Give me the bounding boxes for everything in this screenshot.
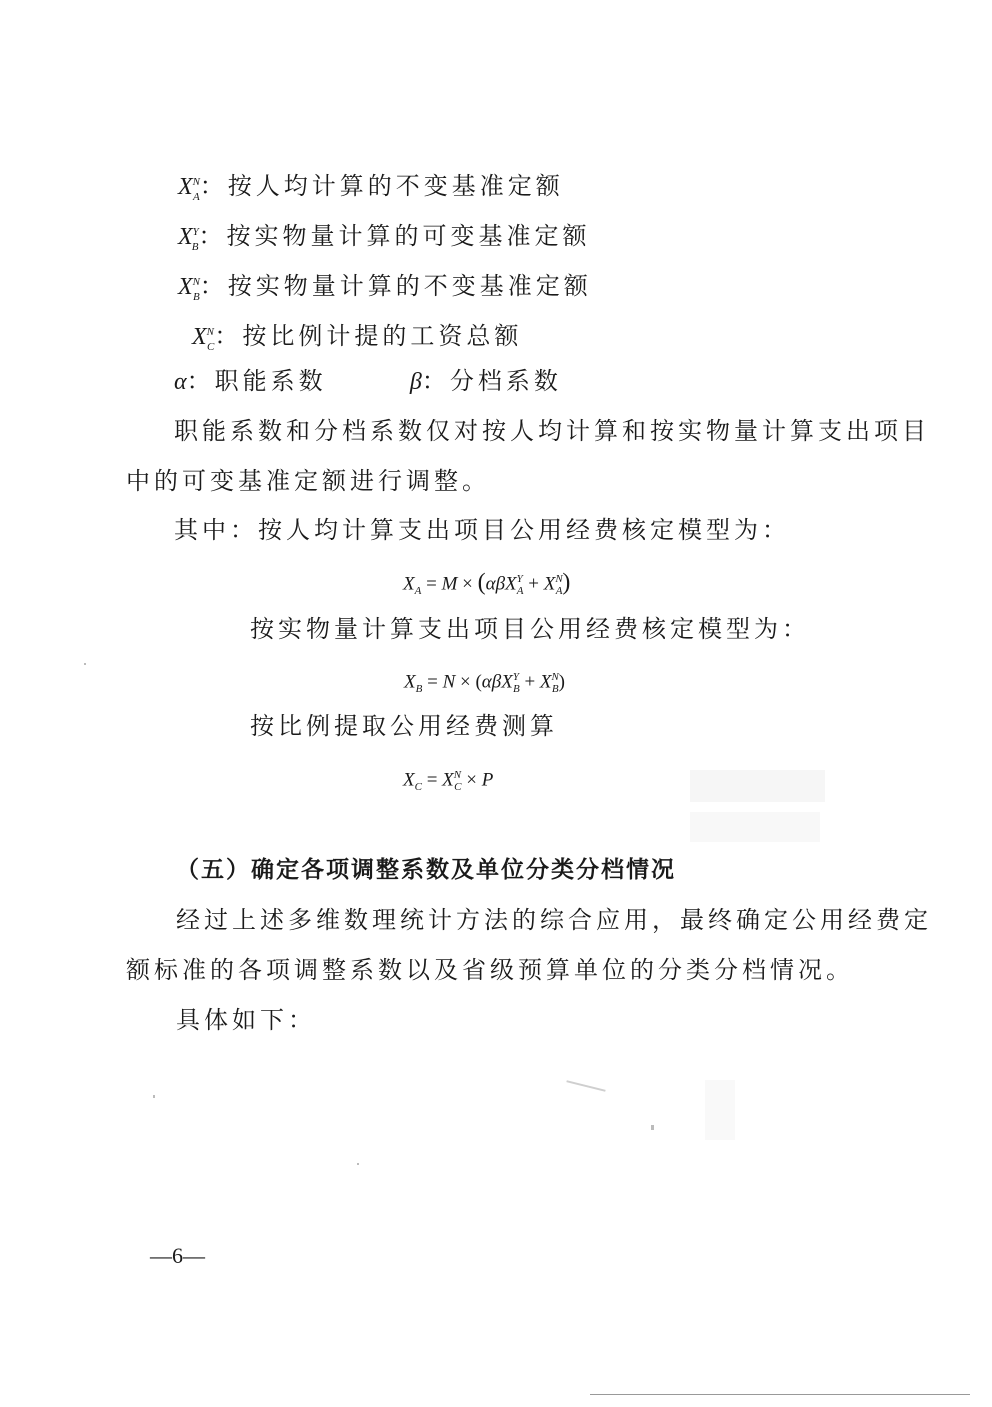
alpha-symbol: α <box>174 369 187 395</box>
scan-speck <box>566 1080 605 1092</box>
paragraph-line: 职能系数和分档系数仅对按人均计算和按实物量计算支出项目 <box>174 417 930 445</box>
beta-symbol: β <box>409 369 422 395</box>
variable-symbol: $X^N_A$ <box>178 174 201 203</box>
scan-speck <box>651 1125 654 1130</box>
paragraph-line: 中的可变基准定额进行调整。 <box>126 467 490 495</box>
formula-c-label: 按比例提取公用经费测算 <box>250 712 558 740</box>
formula-b-label: 按实物量计算支出项目公用经费核定模型为： <box>250 615 810 643</box>
coefficient-line <box>174 366 562 397</box>
beta-label: ：分档系数 <box>421 367 562 395</box>
bleed-through-mark <box>690 812 820 842</box>
variable-symbol: $X^N_C$ <box>192 324 215 353</box>
variable-symbol: $X^Y_B$ <box>178 224 199 253</box>
scan-speck <box>357 1163 359 1165</box>
scan-speck <box>705 1080 735 1140</box>
scan-edge-line <box>590 1394 970 1395</box>
intro-line: 其中：按人均计算支出项目公用经费核定模型为： <box>174 516 790 544</box>
variable-symbol: $X^N_B$ <box>178 274 201 303</box>
formula-c: $X_C = X^N_C \times P$ <box>403 769 494 794</box>
section-heading: （五）确定各项调整系数及单位分类分档情况 <box>176 857 676 883</box>
scan-speck <box>84 663 86 665</box>
paragraph-line: 经过上述多维数理统计方法的综合应用，最终确定公用经费定 <box>176 906 932 934</box>
definition-line: $X^N_B$：按实物量计算的不变基准定额 <box>178 272 592 303</box>
definition-line: $X^N_A$：按人均计算的不变基准定额 <box>178 172 564 203</box>
page-number: —6— <box>150 1243 205 1268</box>
paragraph-line: 额标准的各项调整系数以及省级预算单位的分类分档情况。 <box>126 956 854 984</box>
closing-line: 具体如下： <box>176 1006 316 1034</box>
scan-speck <box>153 1095 155 1098</box>
alpha-label: ：职能系数 <box>186 367 327 395</box>
formula-b: $X_B = N \times (\alpha\beta X^Y_B + X^N_B)$ <box>404 671 565 696</box>
definition-line: $X^Y_B$：按实物量计算的可变基准定额 <box>178 222 591 253</box>
bleed-through-mark <box>690 770 825 802</box>
definition-line: $X^N_C$：按比例计提的工资总额 <box>192 322 523 353</box>
formula-a: $X_A = M \times (\alpha\beta X^Y_A + X^N_A)$ <box>403 569 571 598</box>
